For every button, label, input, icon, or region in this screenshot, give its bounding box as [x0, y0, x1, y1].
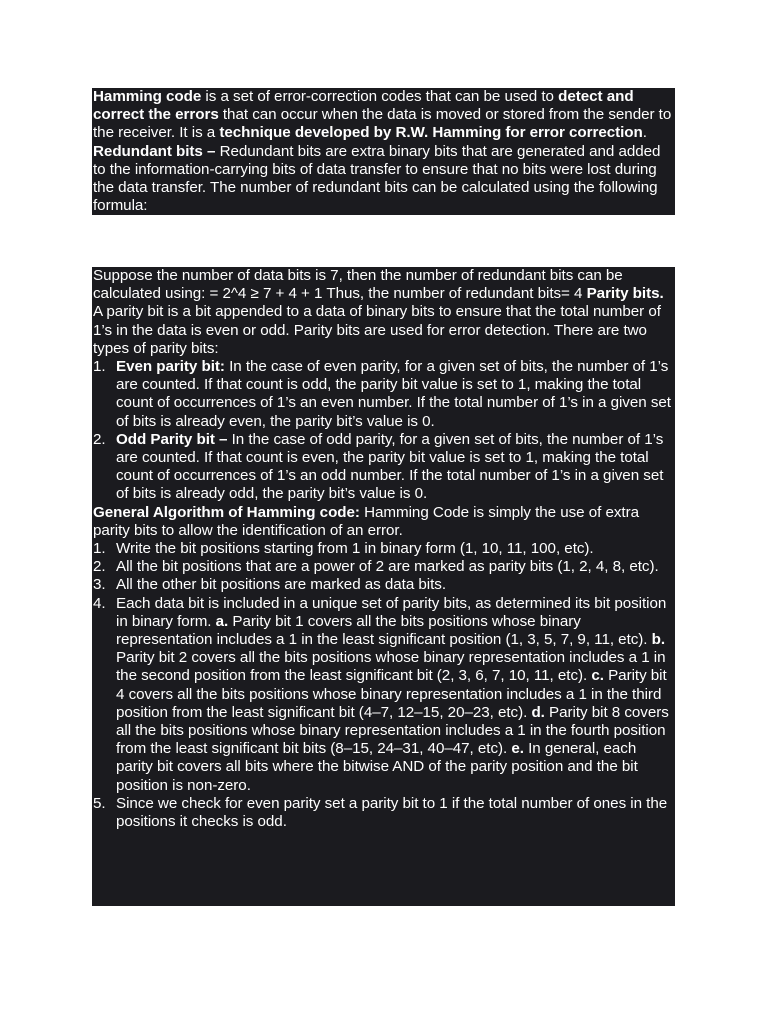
- even-parity-text: In the case of even parity, for a given set of bits, the number of 1’s are counted. If that count is odd, the parity bit value is set to 1, making the total count of occurrences of 1’s an even number. If the total number of 1’s in a given set of bits is already even, the parity bit’s value is 0.: [116, 358, 671, 430]
- step-text: All the other bit positions are marked as data bits.: [116, 576, 447, 594]
- list-number: 5.: [93, 794, 106, 812]
- main-text-block: [92, 267, 675, 906]
- sub-label-c: c.: [591, 667, 604, 685]
- step-text: All the bit positions that are a power of 2 are marked as parity bits (1, 2, 4, 8, etc).: [116, 558, 659, 576]
- list-number: 4.: [93, 594, 106, 612]
- intro-text-2: that can occur when the data is moved or stored from the sender to the receiver. It is a: [93, 106, 672, 142]
- algorithm-step-3: [93, 576, 675, 594]
- parity-types-list: [93, 358, 675, 504]
- step-text: Each data bit is included in a unique set of parity bits, as determined its bit position in binary form.: [116, 594, 667, 630]
- step-text: Since we check for even parity set a parity bit to 1 if the total number of ones in the positions it checks is odd.: [116, 794, 668, 831]
- list-number: 2.: [93, 430, 106, 448]
- intro-text-3: .: [642, 124, 647, 142]
- list-item-even-parity: [93, 358, 675, 431]
- term-even-parity: Even parity bit:: [116, 358, 225, 376]
- step-text: Parity bit 4 covers all the bits positions whose binary representation includes a 1 in the third position from the least significant bit (4–7, 12–15, 20–23, etc).: [116, 667, 667, 721]
- redundant-bits-paragraph: [93, 267, 675, 358]
- term-parity-bits: Parity bits.: [586, 285, 664, 303]
- step-text: Write the bit positions starting from 1 in binary form (1, 10, 11, 100, etc).: [116, 540, 594, 558]
- intro-bold-technique: technique developed by R.W. Hamming for error correction: [219, 124, 643, 142]
- step-text: Parity bit 8 covers all the bits positions whose binary representation includes a 1 in the fourth position from the least significant bit bits (8–15, 24–31, 40–47, etc).: [116, 703, 669, 758]
- algorithm-step-4: [93, 595, 675, 795]
- step-text: Parity bit 1 covers all the bits positions whose binary representation includes a 1 in the least significant position (1, 3, 5, 7, 9, 11, etc).: [116, 612, 652, 649]
- list-number: 3.: [93, 576, 106, 594]
- algorithm-intro: [93, 504, 675, 540]
- algorithm-steps-list: [93, 540, 675, 831]
- step-text: Parity bit 2 covers all the bits positions whose binary representation includes a 1 in the second position from the least significant bit (2, 3, 6, 7, 10, 11, etc).: [116, 649, 666, 685]
- step-text: In general, each parity bit covers all bits where the bitwise AND of the parity position and the bit position is non-zero.: [116, 740, 638, 794]
- algorithm-intro-text: Hamming Code is simply the use of extra parity bits to allow the identification of an error.: [93, 503, 640, 539]
- list-number: 2.: [93, 558, 106, 576]
- sub-label-d: d.: [531, 703, 545, 721]
- algorithm-step-1: [93, 540, 675, 558]
- algorithm-step-2: [93, 558, 675, 576]
- term-redundant-bits: Redundant bits –: [93, 142, 216, 160]
- term-odd-parity: Odd Parity bit –: [116, 430, 228, 448]
- intro-text-1: is a set of error-correction codes that can be used to: [201, 88, 559, 105]
- term-hamming-code: Hamming code: [93, 88, 202, 105]
- list-number: 1.: [93, 540, 106, 558]
- list-item-odd-parity: [93, 431, 675, 504]
- sub-label-a: a.: [215, 612, 229, 630]
- sub-label-b: b.: [651, 631, 666, 649]
- intro-bold-detect: detect and correct the errors: [93, 88, 634, 124]
- odd-parity-text: In the case of odd parity, for a given set of bits, the number of 1’s are counted. If that count is even, the parity bit value is set to 1, making the total count of occurrences of 1’s an odd number. If the total number of 1’s in a given set of bits is already odd, the parity bit’s value is 0.: [116, 430, 664, 503]
- intro-paragraph: [92, 88, 675, 215]
- sub-label-e: e.: [511, 740, 524, 758]
- list-number: 1.: [93, 358, 106, 376]
- term-general-algorithm: General Algorithm of Hamming code:: [93, 503, 360, 521]
- algorithm-step-5: [93, 795, 675, 831]
- parity-bits-definition: A parity bit is a bit appended to a data of binary bits to ensure that the total number of 1’s in the data is even or odd. Parity bits are used for error detection. There are two types of parity bits:: [93, 303, 661, 357]
- intro-text-4: Redundant bits are extra binary bits that are generated and added to the information-carrying bits of data transfer to ensure that no bits were lost during the data transfer. The number of redundant bits can be calculated using the following formula:: [93, 142, 661, 215]
- redundant-example-text: Suppose the number of data bits is 7, then the number of redundant bits can be calculated using: = 2^4 ≥ 7 + 4 + 1 Thus, the number of redundant bits= 4: [93, 267, 623, 303]
